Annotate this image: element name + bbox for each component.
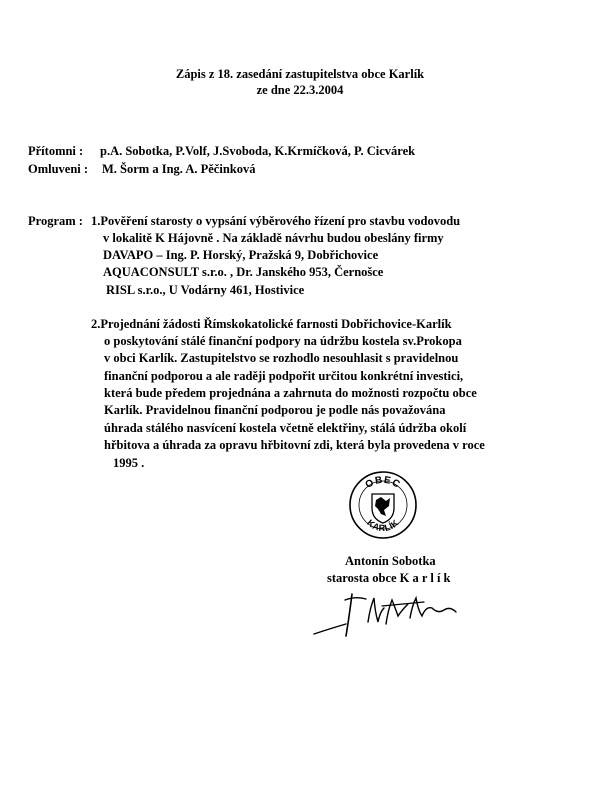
handwritten-signature-icon (312, 588, 472, 640)
stamp-bottom-text: KARLÍK (365, 517, 401, 534)
program-label: Program : (28, 214, 83, 228)
document-title: Zápis z 18. zasedání zastupitelstva obce Karlík (175, 67, 425, 81)
program-item-1-line: DAVAPO – Ing. P. Horský, Pražská 9, Dobřichovice (103, 248, 379, 262)
program-item-2-line: která bude předem projednána a zahrnuta do možnosti rozpočtu obce (104, 386, 477, 400)
present-label: Přítomni : (28, 144, 84, 158)
program-item-2-line: v obci Karlík. Zastupitelstvo se rozhodlo nesouhlasit s pravidelnou (104, 351, 459, 365)
program-item-1-line: AQUACONSULT s.r.o. , Dr. Janského 953, Černošce (103, 265, 384, 279)
program-item-2-line: úhrada stálého nasvícení kostela včetně elektřiny, stálá údržba okolí (104, 421, 467, 435)
program-item-1-line: v lokalitě K Hájovně . Na základě návrhu budou obeslány firmy (103, 231, 444, 245)
signatory-role: starosta obce K a r l í k (327, 571, 451, 585)
excused-label: Omluveni : (28, 162, 89, 176)
program-item-2-line: o poskytování stálé finanční podpory na údržbu kostela sv.Prokopa (104, 334, 462, 348)
program-item-2-line: hřbitova a úhrada za opravu hřbitovní zdi, která byla provedena v roce (104, 438, 485, 452)
municipal-stamp-icon (348, 470, 418, 540)
program-item-1-line: RISL s.r.o., U Vodárny 461, Hostivice (106, 283, 305, 297)
program-item-2-line: Karlík. Pravidelnou finanční podporou je podle nás považována (104, 403, 446, 417)
present-names: p.A. Sobotka, P.Volf, J.Svoboda, K.Krmíčková, P. Cicvárek (100, 144, 416, 158)
svg-text:KARLÍK (365, 517, 401, 533)
program-item-2-line: 2.Projednání žádosti Římskokatolické farnosti Dobřichovice-Karlík (91, 317, 452, 331)
program-item-2-line: 1995 . (113, 456, 145, 470)
svg-text:OBEC (364, 475, 403, 491)
program-item-1-line: 1.Pověření starosty o vypsání výběrového řízení pro stavbu vodovodu (91, 214, 461, 228)
excused-names: M. Šorm a Ing. A. Pěčinková (102, 162, 256, 176)
program-item-2-line: finanční podporou a ale raději podpořit určitou konkrétní investici, (104, 369, 464, 383)
signatory-name: Antonín Sobotka (345, 554, 436, 568)
stamp-top-text: OBEC (363, 474, 403, 491)
document-date: ze dne 22.3.2004 (256, 83, 344, 97)
